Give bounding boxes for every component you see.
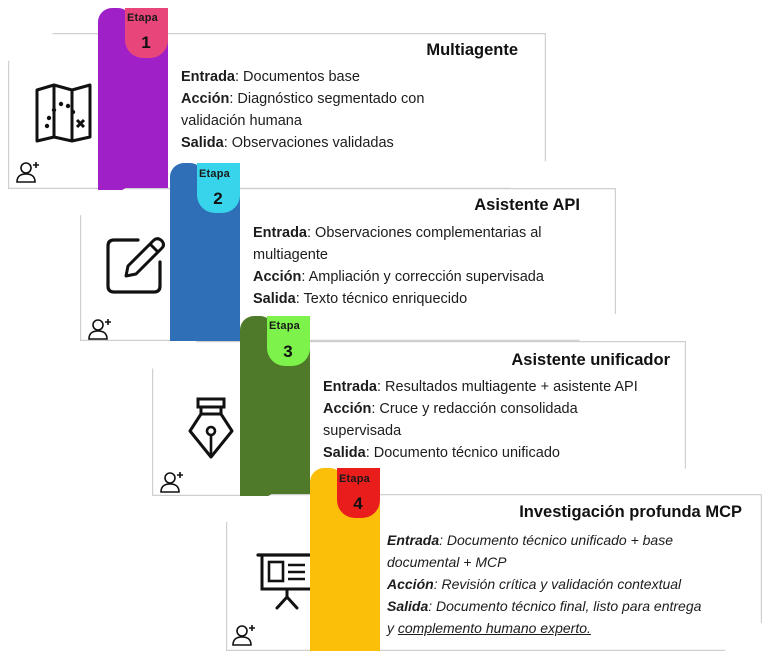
- stage-2-title: Asistente API: [474, 196, 580, 214]
- accion-text: : Cruce y redacción consolidada: [371, 401, 578, 417]
- accion-label: Acción: [387, 576, 434, 592]
- entrada-text: : Resultados multiagente + asistente API: [377, 379, 638, 395]
- entrada-text-cont: multiagente: [253, 247, 328, 263]
- stage-4-body: [387, 529, 701, 639]
- stage-4-title: Investigación profunda MCP: [519, 503, 742, 521]
- add-user-icon: [232, 624, 256, 646]
- salida-text: : Texto técnico enriquecido: [295, 291, 468, 307]
- fountain-pen-icon: [186, 397, 236, 459]
- entrada-label: Entrada: [387, 532, 440, 548]
- stage-2-body: [253, 222, 544, 310]
- stage-4-word: Etapa: [339, 473, 370, 485]
- accion-text: : Ampliación y corrección supervisada: [301, 269, 544, 285]
- salida-label: Salida: [387, 598, 429, 614]
- entrada-text-cont: documental + MCP: [387, 554, 507, 570]
- stage-2-number: 2: [213, 189, 223, 208]
- stage-4-number: 4: [353, 494, 363, 513]
- stage-2-word: Etapa: [199, 168, 230, 180]
- accion-text: : Revisión crítica y validación contextual: [433, 576, 682, 592]
- salida-label: Salida: [253, 291, 296, 307]
- salida-label: Salida: [181, 135, 224, 151]
- accion-text-cont: validación humana: [181, 113, 302, 129]
- stage-3-title: Asistente unificador: [511, 351, 670, 369]
- salida-text-cont: y: [387, 620, 398, 636]
- salida-text-underlined: complemento humano experto.: [397, 620, 591, 636]
- add-user-icon: [160, 471, 184, 493]
- accion-text-cont: supervisada: [323, 423, 402, 439]
- accion-text: : Diagnóstico segmentado con: [229, 91, 425, 107]
- stage-1-word: Etapa: [127, 12, 158, 24]
- stage-1-number: 1: [141, 33, 151, 52]
- accion-label: Acción: [181, 91, 230, 107]
- stage-3-word: Etapa: [269, 320, 300, 332]
- accion-label: Acción: [323, 401, 372, 417]
- add-user-icon: [88, 318, 112, 340]
- edit-icon: [104, 234, 168, 296]
- stage-1-title: Multiagente: [426, 41, 518, 59]
- entrada-text: : Documentos base: [235, 69, 360, 85]
- salida-text: : Documento técnico unificado: [365, 445, 560, 461]
- entrada-label: Entrada: [181, 69, 235, 85]
- entrada-text: : Observaciones complementarias al: [307, 225, 542, 241]
- add-user-icon: [16, 161, 40, 183]
- stage-1-body: [181, 66, 424, 154]
- entrada-label: Entrada: [253, 225, 307, 241]
- salida-text: : Documento técnico final, listo para entrega: [428, 598, 702, 614]
- accion-label: Acción: [253, 269, 302, 285]
- salida-label: Salida: [323, 445, 366, 461]
- stage-3-body: [323, 376, 638, 464]
- salida-text: : Observaciones validadas: [223, 135, 394, 151]
- stage-3-number: 3: [283, 342, 293, 361]
- map-icon: [34, 82, 96, 144]
- entrada-label: Entrada: [323, 379, 377, 395]
- entrada-text: : Documento técnico unificado + base: [439, 532, 673, 548]
